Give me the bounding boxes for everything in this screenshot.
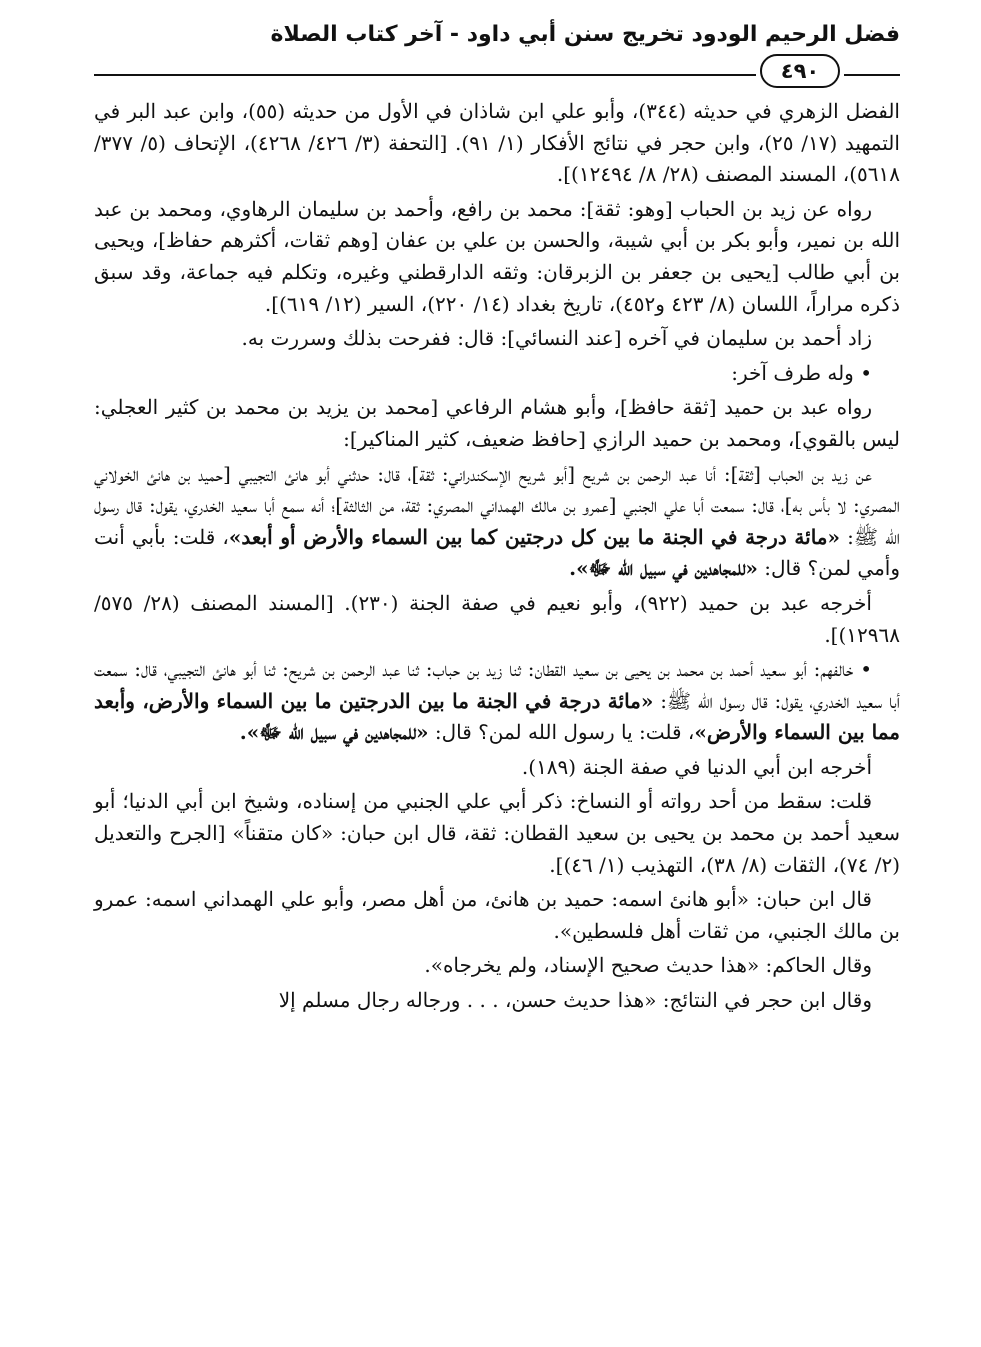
paragraph-3-text: زاد أحمد بن سليمان في آخره [عند النسائي]: قال: ففرحت بذلك وسررت به. bbox=[241, 326, 872, 351]
paragraph-9 bbox=[94, 752, 900, 784]
paragraph-11-text: قال ابن حبان: «أبو هانئ اسمه: حميد بن هانئ، من أهل مصر، وأبو علي الهمداني اسمه: عمرو بن مالك الجنبي، من ثقات أهل فلسطين». bbox=[94, 887, 900, 943]
paragraph-13-text: وقال ابن حجر في النتائج: «هذا حديث حسن، . . . ورجاله رجال مسلم إلا bbox=[278, 988, 872, 1013]
hadith-quote: «مائة درجة في الجنة ما بين كل درجتين كما بين السماء والأرض أو أبعد» bbox=[228, 524, 841, 549]
paragraph-1-text: الفضل الزهري في حديثه (٣٤٤)، وأبو علي ابن شاذان في الأول من حديثه (٥٥)، وابن عبد البر في التمهيد (١٧/ ٢٥)، وابن حجر في نتائج الأفكار (١/ ٩١). [التحفة (٣/ ٤٢٦/ ٤٢٦٨)، الإتحاف (٥/ ٣٧٧/ ٥٦١٨)، المسند المصنف (٢٨/ ٨/ ١٢٤٩٤)]. bbox=[94, 99, 900, 187]
paragraph-10 bbox=[94, 786, 900, 881]
hadith-quote-2: «مائة درجة في الجنة ما بين الدرجتين ما بين السماء والأرض، وأبعد مما بين السماء والأرض» bbox=[94, 688, 900, 745]
paragraph-5 bbox=[94, 392, 900, 455]
paragraph-11 bbox=[94, 884, 900, 947]
paragraph-8-text: • خالفهم: أبو سعيد أحمد بن محمد بن يحيى بن سعيد القطان: ثنا زيد بن حباب: ثنا عبد الرحمن بن شريح: ثنا أبو هانئ التجيبي، قال: سمعت أبا سعيد الخدري، يقول: قال رسول الله ﷺ: bbox=[94, 657, 901, 713]
page-header bbox=[94, 18, 900, 90]
header-rule-left bbox=[94, 74, 756, 76]
paragraph-6 bbox=[94, 459, 900, 585]
page-number: ٤٩٠ bbox=[760, 54, 840, 88]
paragraph-7-text: أخرجه عبد بن حميد (٩٢٢)، وأبو نعيم في صفة الجنة (٢٣٠). [المسند المصنف (٢٨/ ٥٧٥/ ١٢٩٦٨)]. bbox=[94, 590, 900, 647]
paragraph-5-text: رواه عبد بن حميد [ثقة حافظ]، وأبو هشام الرفاعي [محمد بن يزيد بن محمد بن كثير العجلي: ليس بالقوي]، ومحمد بن حميد الرازي [حافظ ضعيف، كثير المناكير]: bbox=[94, 395, 900, 451]
paragraph-12-text: وقال الحاكم: «هذا حديث صحيح الإسناد، ولم يخرجاه». bbox=[424, 953, 872, 978]
page-body bbox=[94, 96, 900, 1020]
paragraph-3 bbox=[94, 323, 900, 355]
paragraph-13 bbox=[94, 985, 900, 1017]
paragraph-4-text: • وله طرف آخر: bbox=[731, 360, 872, 385]
paragraph-10-text: قلت: سقط من أحد رواته أو النساخ: ذكر أبي علي الجنبي من إسناده، وشيخ ابن أبي الدنيا؛ أبو سعيد أحمد بن محمد بن يحيى بن سعيد القطان: ثقة، قال ابن حبان: «كان متقناً» [الجرح والتعديل (٢/ ٧٤)، الثقات (٨/ ٣٨)، التهذيب (١/ ٤٦)]. bbox=[94, 789, 900, 877]
paragraph-6-text-continued: ، قلت: بأبي أنت وأمي لمن؟ قال: bbox=[94, 524, 900, 581]
paragraph-1 bbox=[94, 96, 900, 191]
paragraph-8 bbox=[94, 654, 900, 749]
paragraph-8-text-continued: ، قلت: يا رسول الله لمن؟ قال: bbox=[434, 720, 695, 745]
paragraph-7 bbox=[94, 588, 900, 651]
paragraph-2-text: رواه عن زيد بن الحباب [وهو: ثقة]: محمد بن رافع، وأحمد بن سليمان الرهاوي، ومحمد بن عبد الله بن نمير، وأبو بكر بن أبي شيبة، والحسن بن علي بن عفان [وهم ثقات، أكثرهم حفاظ]، ويحيى بن أبي طالب [يحيى بن جعفر بن الزبرقان: وثقه الدارقطني وغيره، وتكلم فيه جماعة، وقد سبق ذكره مراراً، اللسان (٨/ ٤٢٣ و٤٥٢)، تاريخ بغداد (١٤/ ٢٢٠)، السير (١٢/ ٦١٩)]. bbox=[94, 196, 900, 316]
paragraph-2 bbox=[94, 194, 900, 320]
header-rule bbox=[94, 52, 900, 90]
paragraph-6-text: عن زيد بن الحباب [ثقة]: أنا عبد الرحمن بن شريح [أبو شريح الإسكندراني: ثقة]، قال: حدثني أبو هانئ التجيبي [حميد بن هانئ الخولاني المصري: لا بأس به]، قال: سمعت أبا علي الجنبي [عمرو بن مالك الهمداني المصري: ثقة، من الثالثة]؛ أنه سمع أبا سعيد الخدري، يقول: قال رسول الله ﷺ: bbox=[94, 461, 901, 549]
paragraph-9-text: أخرجه ابن أبي الدنيا في صفة الجنة (١٨٩). bbox=[521, 754, 872, 779]
paragraph-4 bbox=[94, 358, 900, 390]
hadith-quote-answer: «للمجاهدين في سبيل الله ﷻ». bbox=[569, 556, 758, 581]
header-rule-right bbox=[844, 74, 900, 76]
paragraph-12 bbox=[94, 950, 900, 982]
running-title: فضل الرحيم الودود تخريج سنن أبي داود - آخر كتاب الصلاة bbox=[270, 22, 900, 47]
hadith-quote-2-answer: «للمجاهدين في سبيل الله ﷻ». bbox=[239, 720, 429, 745]
